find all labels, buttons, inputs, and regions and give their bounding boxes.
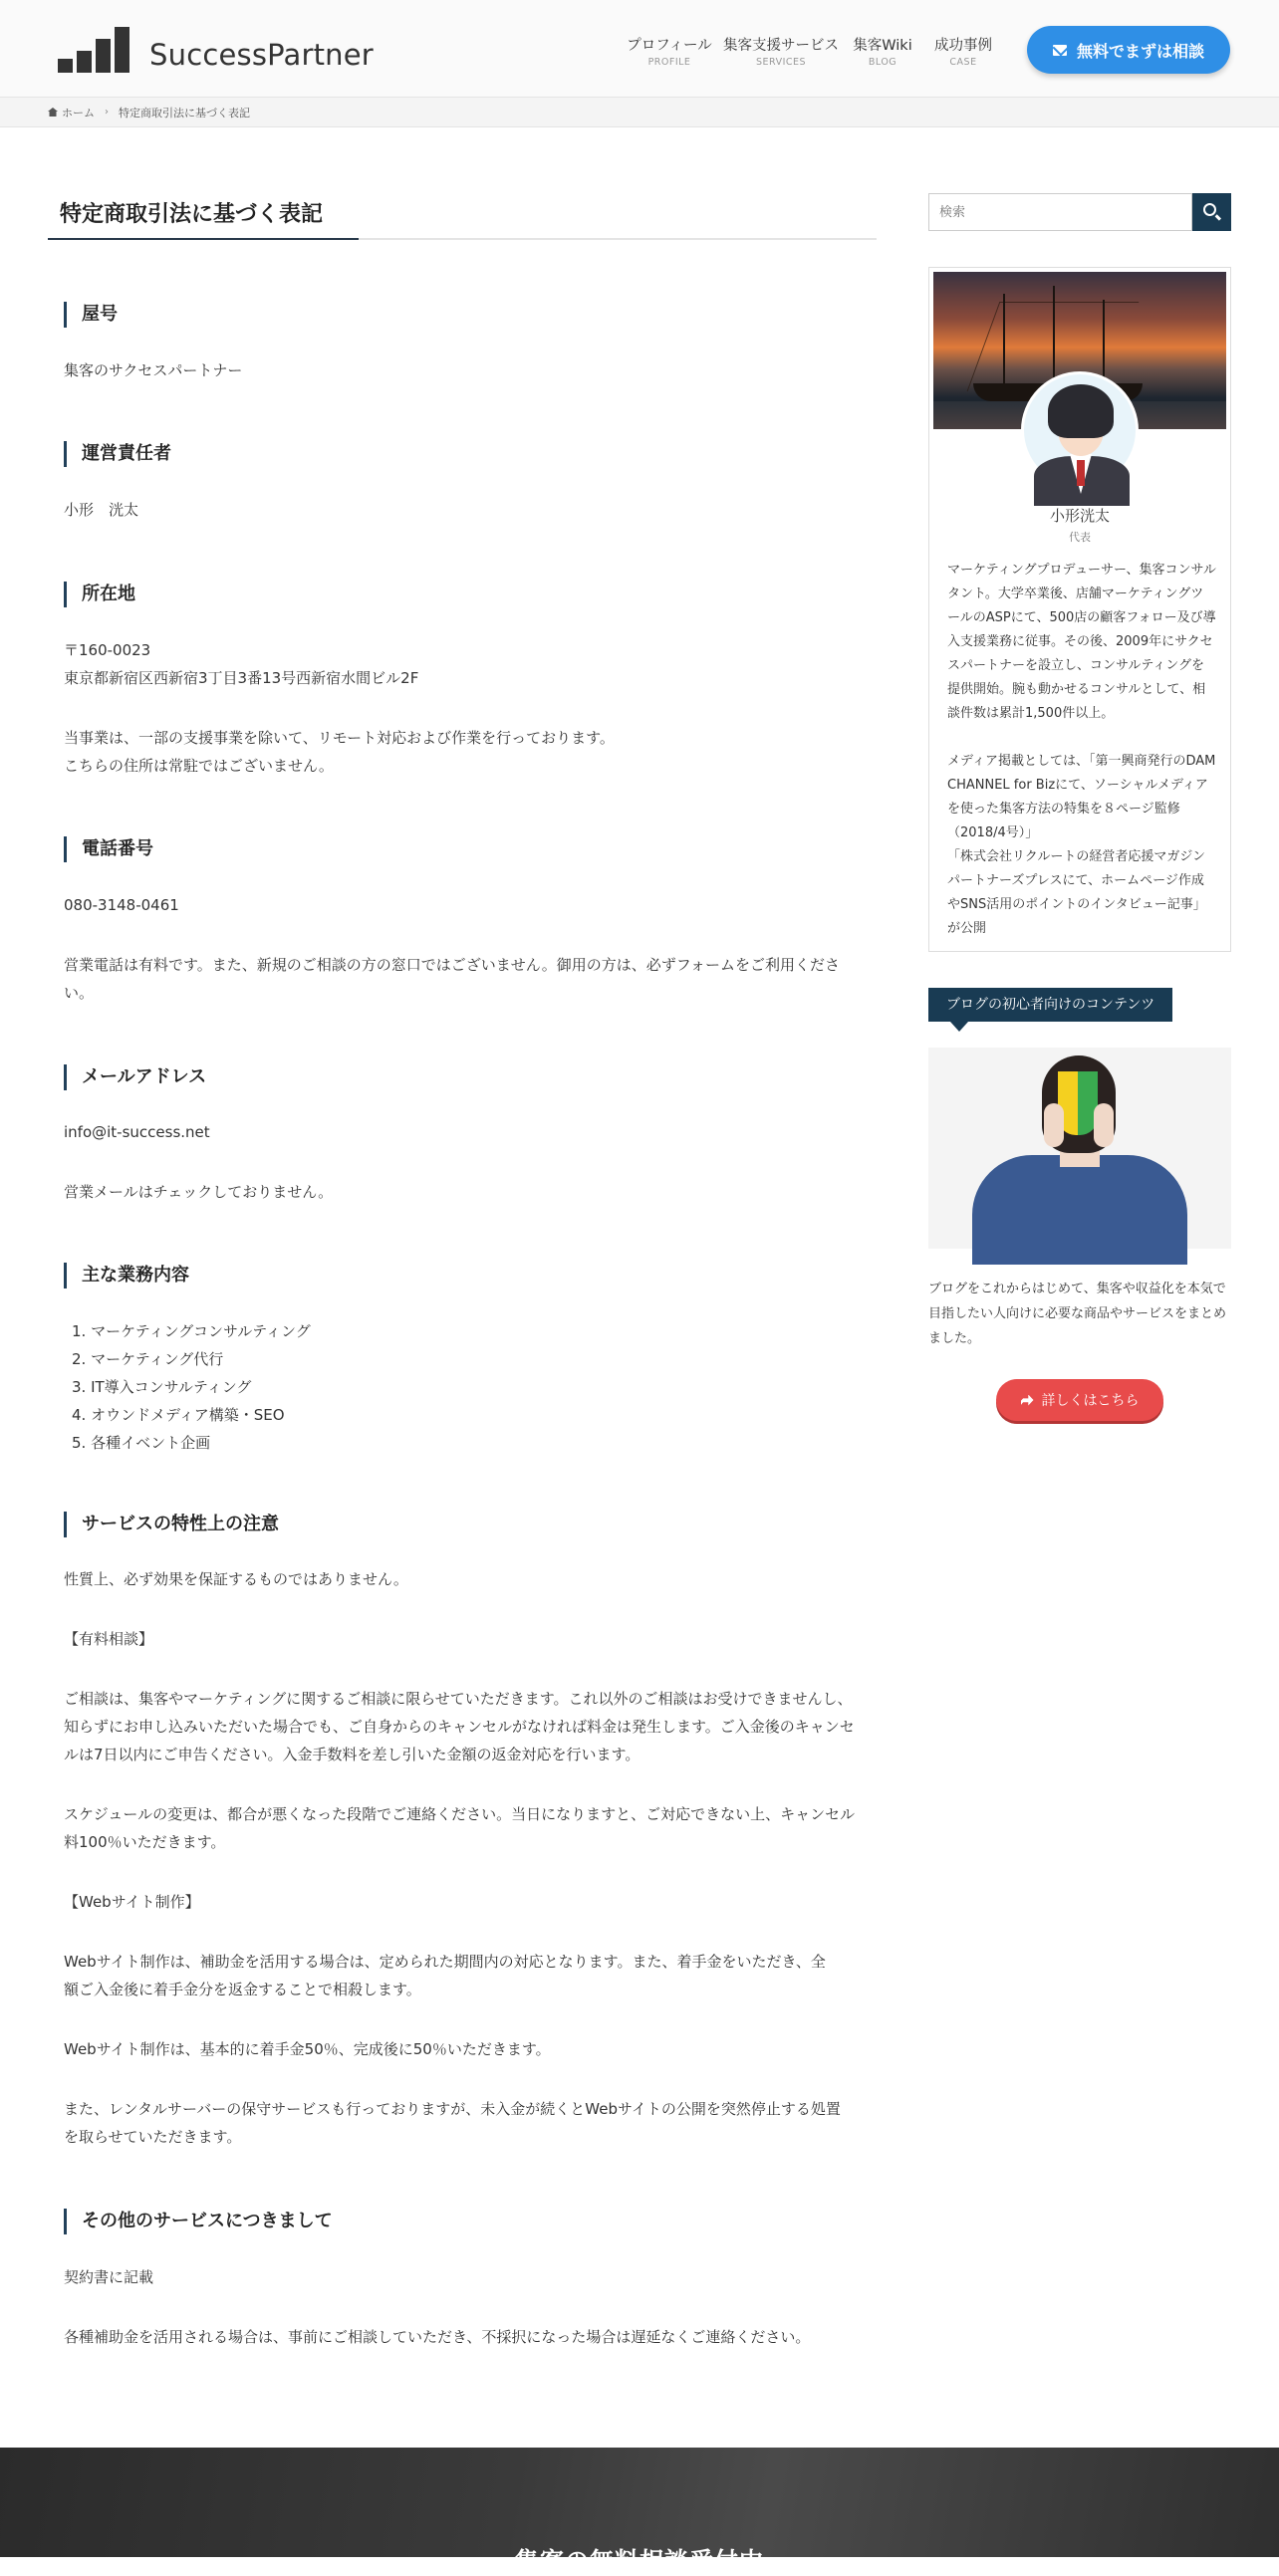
nav-profile[interactable] bbox=[626, 34, 713, 68]
nav-case[interactable] bbox=[926, 34, 1000, 68]
section-text: 【Webサイト制作】 bbox=[64, 1893, 200, 1911]
section-text: 080-3148-0461 bbox=[64, 896, 179, 914]
nav-services[interactable] bbox=[719, 34, 843, 68]
nav-label: 集客支援サービス bbox=[723, 38, 839, 54]
section-heading: その他のサービスにつきまして bbox=[64, 2209, 333, 2234]
avatar bbox=[1021, 371, 1139, 489]
nav-sublabel: CASE bbox=[949, 57, 977, 68]
section-text: 小形 洸太 bbox=[64, 501, 139, 519]
section-heading: 運営責任者 bbox=[64, 441, 171, 467]
list-item: 5. 各種イベント企画 bbox=[72, 1434, 211, 1452]
consult-banner-title: 集客の無料相談受付中 bbox=[515, 2547, 764, 2575]
page-title: 特定商取引法に基づく表記 bbox=[48, 177, 877, 240]
breadcrumb-current: 特定商取引法に基づく表記 bbox=[119, 106, 250, 119]
section-heading: サービスの特性上の注意 bbox=[64, 1512, 279, 1537]
section-text: 【有料相談】 bbox=[64, 1630, 154, 1648]
section-heading: 電話番号 bbox=[64, 836, 153, 862]
site-header bbox=[0, 0, 1279, 98]
section-text: Webサイト制作は、補助金を活用する場合は、定められた期間内の対応となります。また、着手金をいただき、全額ご入金後に着手金分を返金することで相殺します。 bbox=[64, 1953, 826, 1998]
section-text: また、レンタルサーバーの保守サービスも行っておりますが、未入金が続くとWebサイトの公開を突然停止する処置を取らせていただきます。 bbox=[64, 2100, 841, 2146]
profile-role: 代表 bbox=[1069, 531, 1091, 544]
nav-sublabel: BLOG bbox=[868, 57, 897, 68]
nav-label: 成功事例 bbox=[934, 38, 992, 54]
beginner-image[interactable] bbox=[928, 1048, 1231, 1249]
list-item: 3. IT導入コンサルティング bbox=[72, 1378, 252, 1396]
share-arrow-icon bbox=[1021, 1395, 1034, 1406]
section-text: 営業メールはチェックしておりません。 bbox=[64, 1183, 334, 1201]
logo-bars-icon bbox=[58, 27, 129, 73]
nav-blog[interactable] bbox=[847, 34, 918, 68]
beginner-heading: ブログの初心者向けのコンテンツ bbox=[928, 988, 1172, 1022]
home-icon bbox=[48, 108, 58, 117]
list-item: 2. マーケティング代行 bbox=[72, 1350, 224, 1368]
global-nav bbox=[626, 34, 1000, 68]
search-input[interactable] bbox=[928, 193, 1192, 231]
free-consult-label: 無料でまずは相談 bbox=[1076, 41, 1204, 61]
section-text: 営業電話は有料です。また、新規のご相談の方の窓口ではございません。御用の方は、必ずフォームをご利用ください。 bbox=[64, 956, 840, 1002]
section-text: 当事業は、一部の支援事業を除いて、リモート対応および作業を行っております。 こちらの住所は常駐ではございません。 bbox=[64, 729, 615, 775]
profile-widget bbox=[928, 267, 1231, 952]
section-text: 〒160-0023 東京都新宿区西新宿3丁目3番13号西新宿水間ビル2F bbox=[64, 641, 419, 687]
section-heading: 主な業務内容 bbox=[64, 1263, 189, 1288]
sidebar-search bbox=[928, 193, 1231, 231]
section-text: スケジュールの変更は、都合が悪くなった段階でご連絡ください。当日になりますと、ご対応できない上、キャンセル料100％いただきます。 bbox=[64, 1805, 856, 1851]
main-content bbox=[48, 177, 877, 240]
list-item: 1. マーケティングコンサルティング bbox=[72, 1322, 311, 1340]
section-heading: メールアドレス bbox=[64, 1064, 206, 1090]
profile-name: 小形洸太 bbox=[1049, 507, 1110, 525]
details-button-label: 詳しくはこちら bbox=[1041, 1393, 1140, 1409]
section-text: 契約書に記載 bbox=[64, 2268, 154, 2286]
nav-sublabel: SERVICES bbox=[755, 57, 807, 68]
section-text: 性質上、必ず効果を保証するものではありません。 bbox=[64, 1570, 408, 1588]
consult-banner bbox=[0, 2448, 1279, 2575]
business-list bbox=[72, 1317, 311, 1457]
list-item: 4. オウンドメディア構築・SEO bbox=[72, 1406, 285, 1424]
breadcrumb bbox=[0, 98, 1279, 127]
section-text[interactable]: info@it-success.net bbox=[64, 1123, 210, 1141]
section-heading: 所在地 bbox=[64, 582, 135, 607]
free-consult-button[interactable] bbox=[1027, 26, 1230, 74]
site-logo[interactable] bbox=[58, 27, 374, 73]
nav-label: プロフィール bbox=[627, 38, 712, 54]
search-icon bbox=[1203, 203, 1216, 216]
section-text: 集客のサクセスパートナー bbox=[64, 361, 243, 379]
breadcrumb-home[interactable]: ホーム bbox=[62, 106, 95, 119]
nav-label: 集客Wiki bbox=[853, 38, 912, 54]
logo-text: SuccessPartner bbox=[149, 38, 374, 72]
section-text: Webサイト制作は、基本的に着手金50％、完成後に50％いただきます。 bbox=[64, 2040, 551, 2058]
details-button[interactable] bbox=[996, 1379, 1163, 1421]
section-text: 各種補助金を活用される場合は、事前にご相談していただき、不採択になった場合は遅延なくご連絡ください。 bbox=[64, 2328, 811, 2346]
profile-description: マーケティングプロデューサー、集客コンサルタント。大学卒業後、店舗マーケティングツールのASPにて、500店の顧客フォロー及び導入支援業務に従事。その後、2009年にサクセスパートナーを設立し、コンサルティングを提供開始。腕も動かせるコンサルとして、相談件数は累計1,500件以上。 メディア掲載としては、「第一興商発行のDAM CHANNEL for Bizにて、ソーシャルメディアを使った集客方法の特集を８ページ監修（2018/4号）」 「株式会社リクルートの経営者応援マガジンパートナーズプレスにて、ホームページ作成やSNS活用のポイントのインタビュー記事」が公開 bbox=[947, 563, 1216, 936]
chevron-right-icon: › bbox=[105, 107, 109, 117]
beginner-description: ブログをこれからはじめて、集客や収益化を本気で目指したい人向けに必要な商品やサービスをまとめました。 bbox=[928, 1282, 1227, 1346]
section-heading: 屋号 bbox=[64, 302, 118, 328]
nav-sublabel: PROFILE bbox=[647, 57, 691, 68]
section-text: ご相談は、集客やマーケティングに関するご相談に限らせていただきます。これ以外のご相談はお受けできませんし、知らずにお申し込みいただいた場合でも、ご自身からのキャンセルがなければ料金は発生します。ご入金後のキャンセルは7日以内にご申告ください。入金手数料を差し引いた金額の返金対応を行います。 bbox=[64, 1690, 855, 1763]
mail-icon bbox=[1053, 45, 1067, 56]
search-button[interactable] bbox=[1192, 193, 1231, 231]
